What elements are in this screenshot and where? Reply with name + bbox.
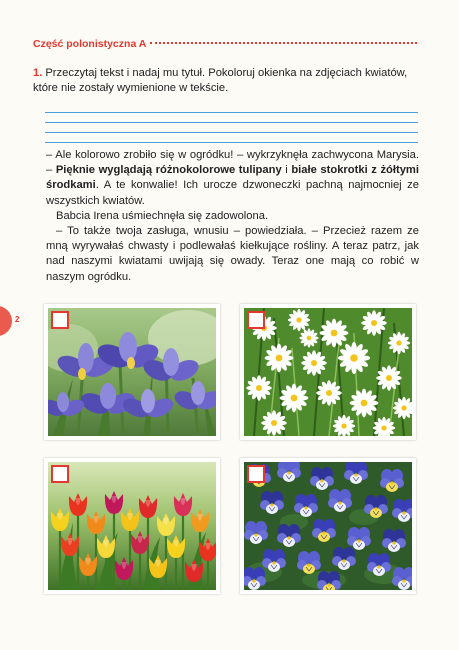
story-paragraph: – To także twoja zasługa, wnusiu – powiedziała. – Przecież razem ze mną wyrywałaś chwasty i podlewałaś kiełkujące rośliny. A teraz patrz, jak nad naszymi kwiatami uwijają się owady. Teraz one mają co robić w naszym ogródku. [46,225,419,283]
task-text: Przeczytaj tekst i nadaj mu tytuł. Pokoloruj okienka na zdjęciach kwiatów, które nie zostały wymienione w tekście. [33,67,408,94]
story-text-span: i [281,164,292,177]
photo-pansies [240,458,416,594]
photo-irises [44,304,220,440]
story-bold-daisies: białe stokrotki z żółtymi środkami [46,164,419,192]
color-checkbox[interactable] [247,465,265,483]
photo-tulips [44,458,220,594]
photo-daisies [240,304,416,440]
section-title: Część polonistyczna A [33,38,147,50]
story-text-span: – Ale kolorowo zrobiło się w ogródku! – wykrzyknęła zachwycona Marysia. – [46,149,419,177]
section-header [33,38,417,50]
story-paragraph: Babcia Irena uśmiechnęła się zadowolona. [56,209,269,222]
answer-line[interactable] [45,113,418,123]
task-instruction [33,66,423,96]
page-number: 2 [15,315,20,324]
color-checkbox[interactable] [51,311,69,329]
story-text [46,148,419,285]
header-dotted-rule [150,42,417,44]
task-number: 1. [33,67,43,79]
answer-line[interactable] [45,133,418,143]
pansy-image [244,462,412,590]
story-paragraph [46,148,419,209]
story-text-span: . A te konwalie! Ich urocze dzwoneczki pachną najmocniej ze wszystkich kwiatów. [46,179,419,207]
answer-lines[interactable] [45,103,418,143]
color-checkbox[interactable] [51,465,69,483]
answer-line[interactable] [45,103,418,113]
story-bold-tulips: Pięknie wyglądają różnokolorowe tulipany [55,164,282,177]
answer-line[interactable] [45,123,418,133]
page-side-tab [0,306,12,336]
color-checkbox[interactable] [247,311,265,329]
tulip-image [48,462,216,590]
iris-image [48,308,216,436]
daisy-image [244,308,412,436]
